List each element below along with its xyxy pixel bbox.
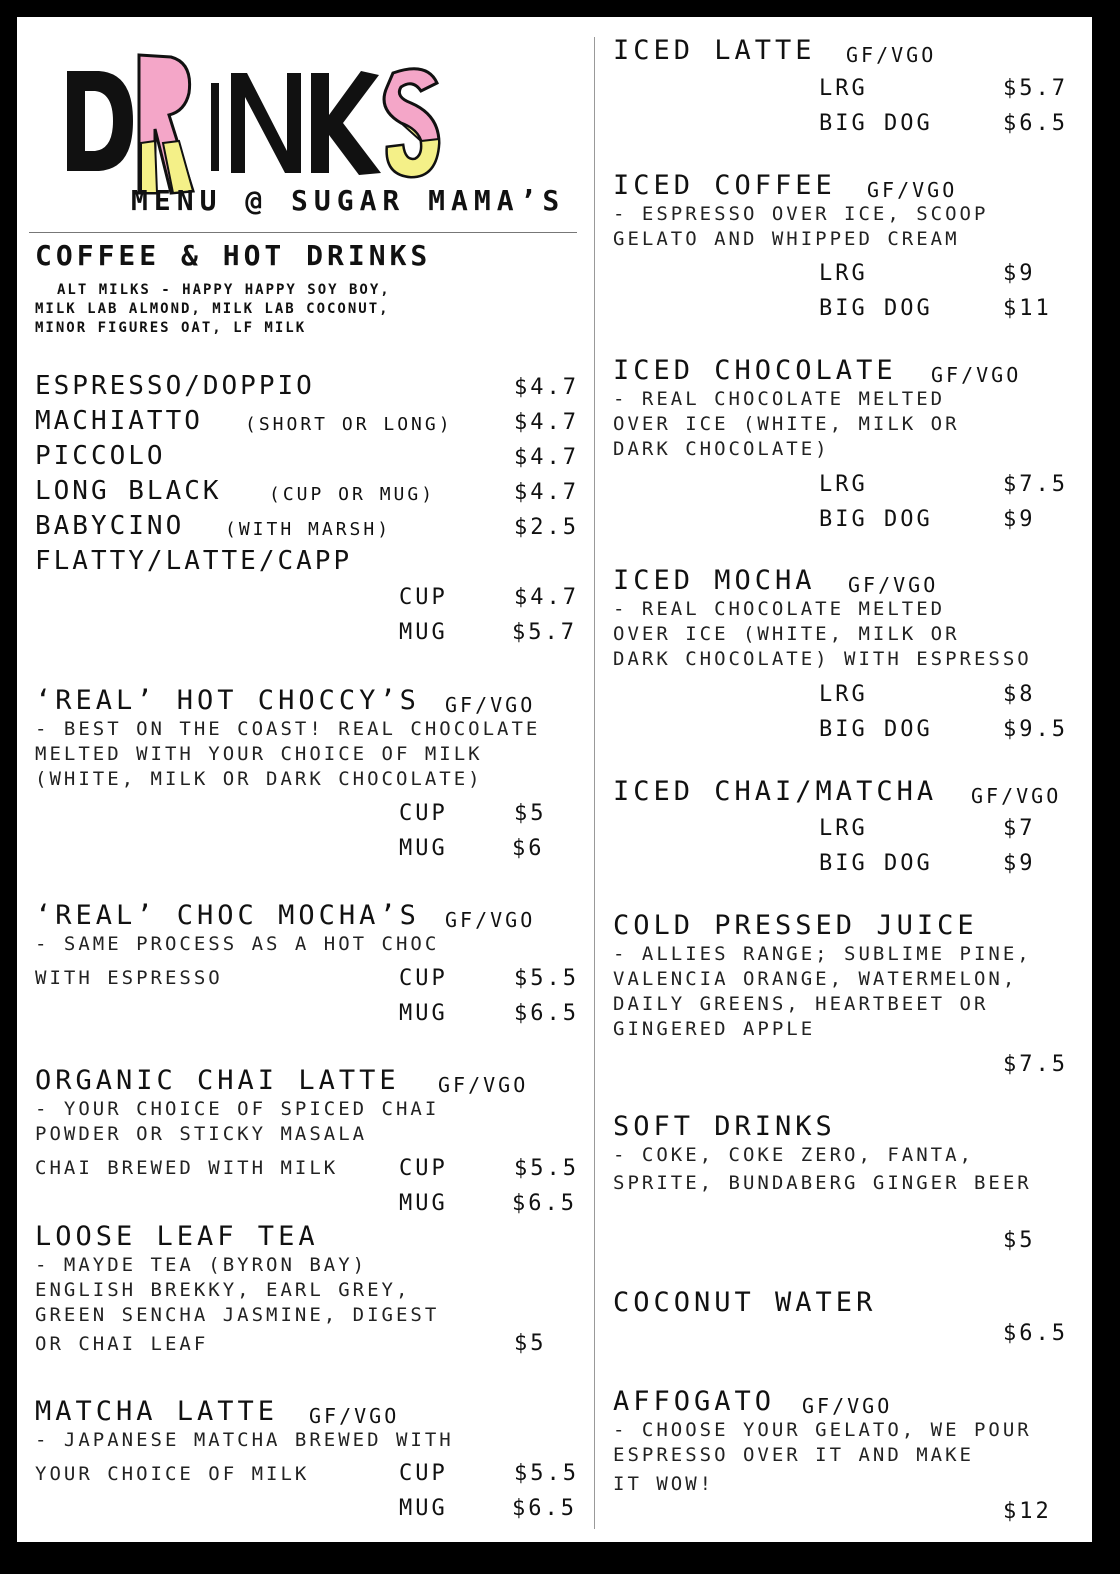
matcha-mug-label: MUG <box>399 1496 448 1521</box>
matcha-desc: - JAPANESE MATCHA BREWED WITH <box>35 1429 454 1451</box>
hot-choccy-desc: (WHITE, MILK OR DARK CHOCOLATE) <box>35 768 483 790</box>
header-divider <box>29 232 577 233</box>
coconut-price: $6.5 <box>1003 1321 1068 1346</box>
iced-mocha-big-price: $9.5 <box>1003 717 1068 742</box>
iced-latte-name: ICED LATTE <box>613 35 816 66</box>
hot-choccy-cup-label: CUP <box>399 801 448 826</box>
chai-mug-label: MUG <box>399 1191 448 1216</box>
affogato-price: $12 <box>1003 1499 1052 1524</box>
coffee-section-title: COFFEE & HOT DRINKS <box>35 239 432 272</box>
iced-coffee-tag: GF/VGO <box>867 178 958 202</box>
piccolo-price: $4.7 <box>514 445 579 470</box>
juice-desc: VALENCIA ORANGE, WATERMELON, <box>613 968 1018 990</box>
coconut-name: COCONUT WATER <box>613 1287 877 1318</box>
flatty-cup-label: CUP <box>399 585 448 610</box>
hot-choccy-desc: MELTED WITH YOUR CHOICE OF MILK <box>35 743 483 765</box>
choc-mocha-desc: WITH ESPRESSO <box>35 967 223 989</box>
chai-cup-label: CUP <box>399 1156 448 1181</box>
chai-tag: GF/VGO <box>438 1073 529 1097</box>
iced-choc-tag: GF/VGO <box>931 363 1022 387</box>
iced-choc-name: ICED CHOCOLATE <box>613 355 897 386</box>
hot-choccy-cup-price: $5 <box>514 801 547 826</box>
drinks-logo <box>61 43 461 198</box>
iced-mocha-lrg-price: $8 <box>1003 682 1036 707</box>
iced-coffee-name: ICED COFFEE <box>613 170 836 201</box>
iced-chai-tag: GF/VGO <box>971 784 1062 808</box>
iced-coffee-lrg-price: $9 <box>1003 261 1036 286</box>
column-divider <box>594 37 595 1529</box>
tea-desc: OR CHAI LEAF <box>35 1333 209 1355</box>
alt-milks-line: MINOR FIGURES OAT, LF MILK <box>35 320 307 336</box>
tea-price: $5 <box>514 1331 547 1356</box>
matcha-tag: GF/VGO <box>309 1404 400 1428</box>
iced-mocha-big-label: BIG DOG <box>819 717 933 742</box>
affogato-name: AFFOGATO <box>613 1386 776 1417</box>
iced-latte-big-price: $6.5 <box>1003 111 1068 136</box>
flatty-name: FLATTY/LATTE/CAPP <box>35 546 353 576</box>
iced-coffee-lrg-label: LRG <box>819 261 868 286</box>
soft-price: $5 <box>1003 1228 1036 1253</box>
juice-desc: DAILY GREENS, HEARTBEET OR <box>613 993 989 1015</box>
choc-mocha-desc: - SAME PROCESS AS A HOT CHOC <box>35 933 440 955</box>
iced-chai-big-price: $9 <box>1003 851 1036 876</box>
menu-subtitle: MENU @ SUGAR MAMA’S <box>131 184 566 217</box>
affogato-desc: ESPRESSO OVER IT AND MAKE <box>613 1444 974 1466</box>
choc-mocha-mug-price: $6.5 <box>514 1001 579 1026</box>
long-black-name: LONG BLACK <box>35 476 222 506</box>
iced-mocha-desc: - REAL CHOCOLATE MELTED <box>613 598 946 620</box>
matcha-cup-label: CUP <box>399 1461 448 1486</box>
chai-mug-price: $6.5 <box>512 1191 577 1216</box>
tea-desc: - MAYDE TEA (BYRON BAY) <box>35 1254 368 1276</box>
tea-name: LOOSE LEAF TEA <box>35 1221 319 1252</box>
matcha-name: MATCHA LATTE <box>35 1396 279 1427</box>
long-black-note: (CUP OR MUG) <box>269 484 436 505</box>
iced-mocha-lrg-label: LRG <box>819 682 868 707</box>
iced-latte-lrg-label: LRG <box>819 76 868 101</box>
iced-choc-big-label: BIG DOG <box>819 507 933 532</box>
piccolo-name: PICCOLO <box>35 441 166 471</box>
choc-mocha-cup-price: $5.5 <box>514 966 579 991</box>
iced-latte-lrg-price: $5.7 <box>1003 76 1068 101</box>
iced-choc-lrg-label: LRG <box>819 472 868 497</box>
machiatto-price: $4.7 <box>514 410 579 435</box>
chai-desc: CHAI BREWED WITH MILK <box>35 1157 339 1179</box>
flatty-cup-price: $4.7 <box>514 585 579 610</box>
hot-choccy-mug-price: $6 <box>512 836 545 861</box>
juice-desc: - ALLIES RANGE; SUBLIME PINE, <box>613 943 1032 965</box>
soft-name: SOFT DRINKS <box>613 1111 836 1142</box>
soft-desc: SPRITE, BUNDABERG GINGER BEER <box>613 1172 1032 1194</box>
menu-page <box>17 17 1092 1542</box>
iced-mocha-desc: OVER ICE (WHITE, MILK OR <box>613 623 960 645</box>
iced-coffee-desc: GELATO AND WHIPPED CREAM <box>613 228 960 250</box>
hot-choccy-mug-label: MUG <box>399 836 448 861</box>
juice-name: COLD PRESSED JUICE <box>613 910 978 941</box>
iced-choc-desc: OVER ICE (WHITE, MILK OR <box>613 413 960 435</box>
chai-desc: - YOUR CHOICE OF SPICED CHAI <box>35 1098 440 1120</box>
iced-latte-big-label: BIG DOG <box>819 111 933 136</box>
babycino-note: (WITH MARSH) <box>225 519 392 540</box>
alt-milks-line: ALT MILKS - HAPPY HAPPY SOY BOY, <box>57 282 391 298</box>
iced-mocha-desc: DARK CHOCOLATE) WITH ESPRESSO <box>613 648 1032 670</box>
juice-price: $7.5 <box>1003 1052 1068 1077</box>
iced-latte-tag: GF/VGO <box>846 43 937 67</box>
babycino-name: BABYCINO <box>35 511 185 541</box>
hot-choccy-tag: GF/VGO <box>445 693 536 717</box>
affogato-desc: IT WOW! <box>613 1473 715 1495</box>
machiatto-note: (SHORT OR LONG) <box>245 414 453 435</box>
soft-desc: - COKE, COKE ZERO, FANTA, <box>613 1144 974 1166</box>
affogato-desc: - CHOOSE YOUR GELATO, WE POUR <box>613 1419 1032 1441</box>
alt-milks-line: MILK LAB ALMOND, MILK LAB COCONUT, <box>35 301 390 317</box>
chai-name: ORGANIC CHAI LATTE <box>35 1065 400 1096</box>
iced-chai-lrg-label: LRG <box>819 816 868 841</box>
matcha-desc: YOUR CHOICE OF MILK <box>35 1463 310 1485</box>
iced-choc-lrg-price: $7.5 <box>1003 472 1068 497</box>
iced-mocha-name: ICED MOCHA <box>613 565 816 596</box>
iced-chai-lrg-price: $7 <box>1003 816 1036 841</box>
hot-choccy-desc: - BEST ON THE COAST! REAL CHOCOLATE <box>35 718 541 740</box>
iced-chai-big-label: BIG DOG <box>819 851 933 876</box>
iced-choc-desc: - REAL CHOCOLATE MELTED <box>613 388 946 410</box>
babycino-price: $2.5 <box>514 515 579 540</box>
matcha-cup-price: $5.5 <box>514 1461 579 1486</box>
hot-choccy-name: ‘REAL’ HOT CHOCCY’S <box>35 685 420 716</box>
choc-mocha-cup-label: CUP <box>399 966 448 991</box>
iced-choc-desc: DARK CHOCOLATE) <box>613 438 830 460</box>
espresso-price: $4.7 <box>514 375 579 400</box>
chai-cup-price: $5.5 <box>514 1156 579 1181</box>
iced-choc-big-price: $9 <box>1003 507 1036 532</box>
tea-desc: ENGLISH BREKKY, EARL GREY, <box>35 1279 411 1301</box>
logo-text: DRINKS <box>61 43 65 44</box>
tea-desc: GREEN SENCHA JASMINE, DIGEST <box>35 1304 440 1326</box>
iced-coffee-big-label: BIG DOG <box>819 296 933 321</box>
juice-desc: GINGERED APPLE <box>613 1018 816 1040</box>
chai-desc: POWDER OR STICKY MASALA <box>35 1123 368 1145</box>
flatty-mug-price: $5.7 <box>512 620 577 645</box>
iced-coffee-big-price: $11 <box>1003 296 1052 321</box>
flatty-mug-label: MUG <box>399 620 448 645</box>
machiatto-name: MACHIATTO <box>35 406 203 436</box>
matcha-mug-price: $6.5 <box>512 1496 577 1521</box>
affogato-tag: GF/VGO <box>802 1394 893 1418</box>
choc-mocha-tag: GF/VGO <box>445 908 536 932</box>
long-black-price: $4.7 <box>514 480 579 505</box>
iced-chai-name: ICED CHAI/MATCHA <box>613 776 938 807</box>
iced-mocha-tag: GF/VGO <box>848 573 939 597</box>
espresso-name: ESPRESSO/DOPPIO <box>35 371 315 401</box>
iced-coffee-desc: - ESPRESSO OVER ICE, SCOOP <box>613 203 989 225</box>
choc-mocha-mug-label: MUG <box>399 1001 448 1026</box>
choc-mocha-name: ‘REAL’ CHOC MOCHA’S <box>35 900 420 931</box>
